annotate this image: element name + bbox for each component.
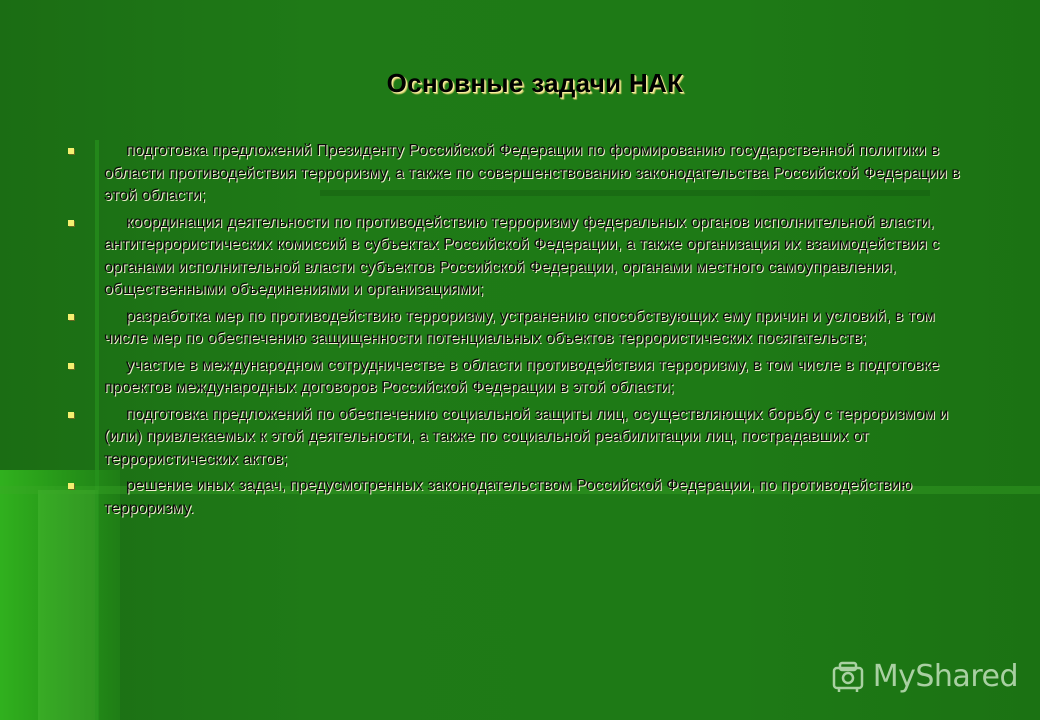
watermark <box>831 659 1018 694</box>
square-bullet-icon <box>68 412 74 418</box>
background-stripe <box>38 490 98 720</box>
square-bullet-icon <box>68 220 74 226</box>
task-list <box>66 140 966 524</box>
list-item <box>66 212 966 302</box>
list-item <box>66 140 966 208</box>
list-item-text: координация деятельности по противодействию терроризму федеральных органов исполнительной власти, антитеррористических комиссий в субъектах Российской Федерации, а также организация их взаимодействия с органами исполнительной власти субъектов Российской Федерации, органами местного самоуправления, общественными объединениями и организациями; <box>104 213 940 298</box>
slide-title: Основные задачи НАК <box>386 68 684 98</box>
list-item-text: решение иных задач, предусмотренных законодательством Российской Федерации, по противодействию терроризму. <box>104 477 913 517</box>
list-item-text: участие в международном сотрудничестве в области противодействия терроризму, в том числе в подготовке проектов международных договоров Российской Федерации в этой области; <box>104 356 940 396</box>
watermark-text: MyShared <box>872 659 1018 694</box>
list-item-text: подготовка предложений Президенту Российской Федерации по формированию государственной политики в области противодействия терроризму, а также по совершенствованию законодательства Российской Федерации в этой области; <box>104 142 960 204</box>
square-bullet-icon <box>68 148 74 154</box>
list-item <box>66 475 966 520</box>
list-item <box>66 355 966 400</box>
myshared-logo-icon <box>831 660 865 694</box>
list-item-text: разработка мер по противодействию терроризму, устранению способствующих ему причин и условий, в том числе мер по обеспечению защищенности потенциальных объектов террористических посягательств; <box>104 307 935 347</box>
square-bullet-icon <box>68 483 74 489</box>
list-item <box>66 404 966 472</box>
list-item-text: подготовка предложений по обеспечению социальной защиты лиц, осуществляющих борьбу с терроризмом и (или) привлекаемых к этой деятельности, а также по социальной реабилитации лиц, пострадавших от террористических актов; <box>104 405 949 468</box>
list-item <box>66 306 966 351</box>
square-bullet-icon <box>68 314 74 320</box>
square-bullet-icon <box>68 363 74 369</box>
